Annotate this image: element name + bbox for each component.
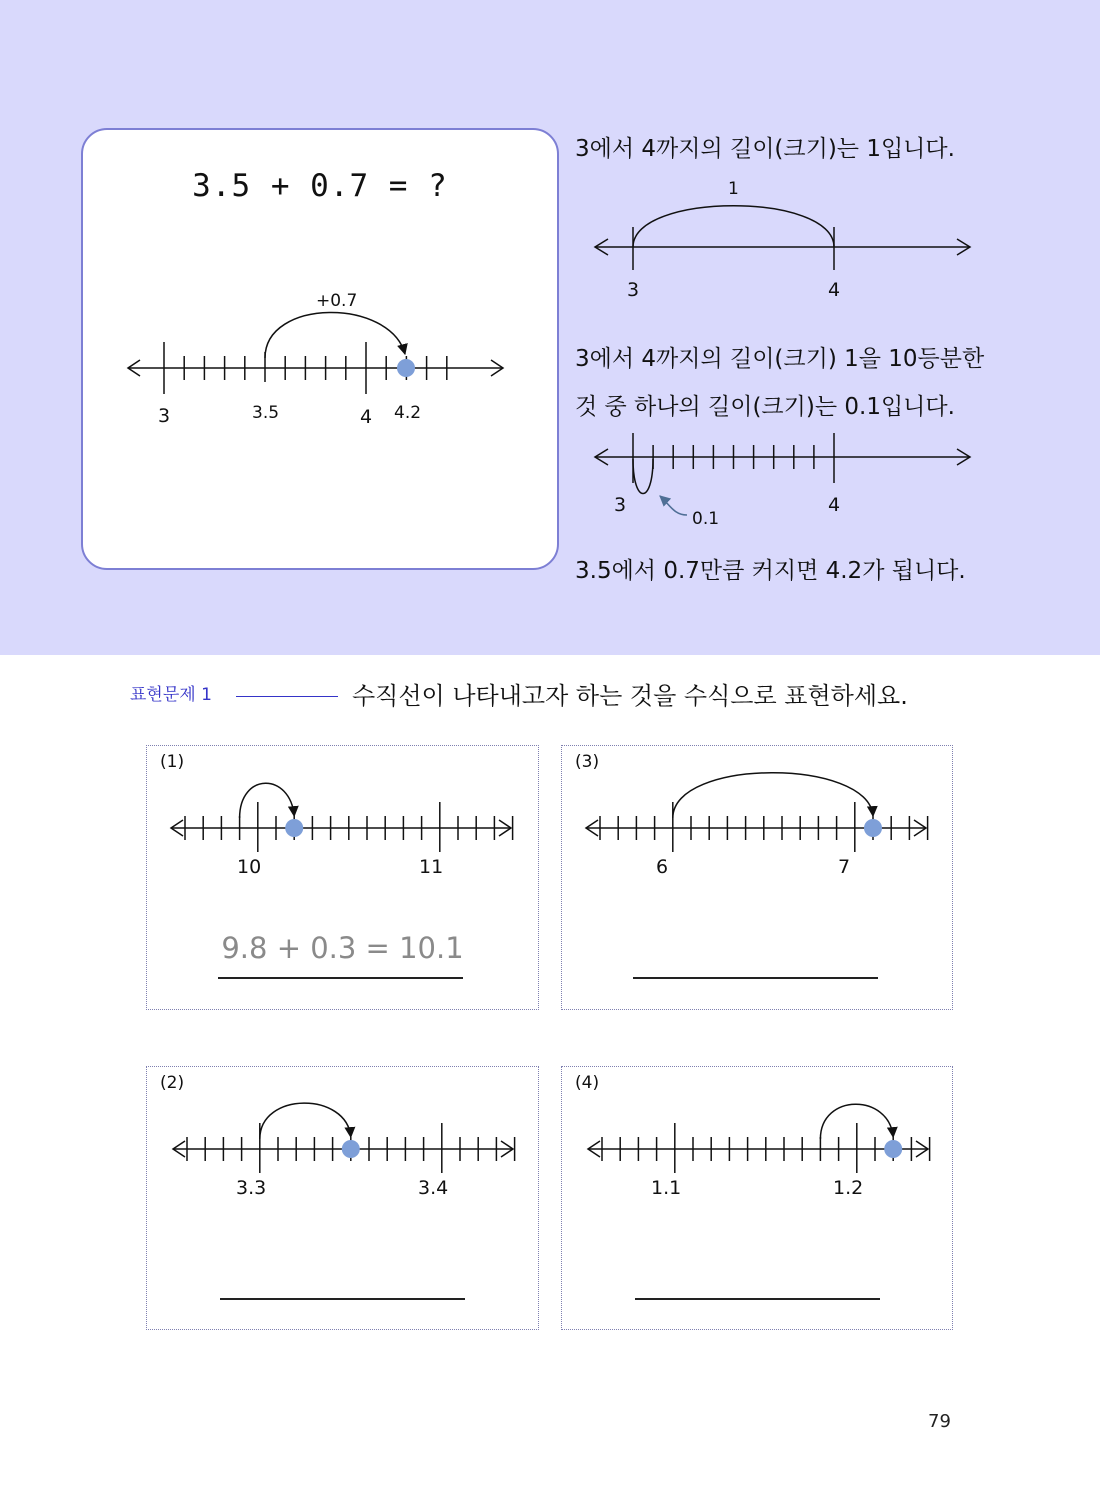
problem-2-box [146,1066,539,1330]
jump-arc [260,1103,351,1139]
diagram2-left-label: 3 [614,494,627,516]
problem-4-tick-label-a: 1.1 [651,1177,682,1199]
problem-1-tick-label-b: 11 [419,856,444,878]
diagram1-left-label: 3 [627,279,640,301]
problem-1-answer: 9.8 + 0.3 = 10.1 [221,931,464,965]
exercise-tag: 표현문제 1 [130,685,212,705]
problem-3-box [561,745,953,1010]
problem-3-label: (3) [575,752,600,772]
problem-4-tick-label-b: 1.2 [833,1177,864,1199]
unit-length-diagram [590,200,980,280]
exercise-instruction: 수직선이 나타내고자 하는 것을 수식으로 표현하세요. [352,682,908,710]
problem-1-label: (1) [160,752,185,772]
problem-3-number-line [584,766,934,866]
problem-3-tick-label-a: 6 [656,856,669,878]
explanation-line-3: 것 중 하나의 길이(크기)는 0.1입니다. [575,394,955,420]
explanation-line-1: 3에서 4까지의 길이(크기)는 1입니다. [575,136,955,162]
problem-2-tick-label-a: 3.3 [236,1177,267,1199]
tick-label-3: 3 [158,405,171,427]
diagram2-right-label: 4 [828,494,841,516]
problem-3-answer-line[interactable] [633,977,878,979]
target-dot [864,819,882,837]
target-dot [342,1140,360,1158]
problem-4-label: (4) [575,1073,600,1093]
pointer-label: 0.1 [692,509,720,529]
page-number: 79 [928,1411,951,1432]
problem-2-tick-label-b: 3.4 [418,1177,449,1199]
example-equation: 3.5 + 0.7 = ? [192,168,448,204]
tick-label-4-2: 4.2 [394,403,422,423]
problem-1-tick-label-a: 10 [237,856,262,878]
explanation-line-2: 3에서 4까지의 길이(크기) 1을 10등분한 [575,346,985,372]
problem-1-answer-line[interactable] [218,977,463,979]
problem-4-number-line [586,1087,936,1187]
problem-2-label: (2) [160,1073,185,1093]
jump-arc [673,773,873,818]
tick-label-4: 4 [360,406,373,428]
diagram1-right-label: 4 [828,279,841,301]
target-dot [285,819,303,837]
problem-4-box [561,1066,953,1330]
problem-2-number-line [171,1087,521,1187]
tick-label-3-5: 3.5 [252,403,280,423]
problem-1-number-line [169,766,519,866]
arc-label-1: 1 [728,179,739,199]
example-number-line [120,290,520,430]
tenths-diagram [590,425,980,525]
problem-1-box [146,745,539,1010]
problem-4-answer-line[interactable] [635,1298,880,1300]
explanation-line-4: 3.5에서 0.7만큼 커지면 4.2가 됩니다. [575,558,966,584]
jump-arc [240,783,295,818]
target-dot [884,1140,902,1158]
problem-2-answer-line[interactable] [220,1298,465,1300]
tag-underline [236,696,338,697]
problem-3-tick-label-b: 7 [838,856,851,878]
jump-label: +0.7 [316,291,358,311]
